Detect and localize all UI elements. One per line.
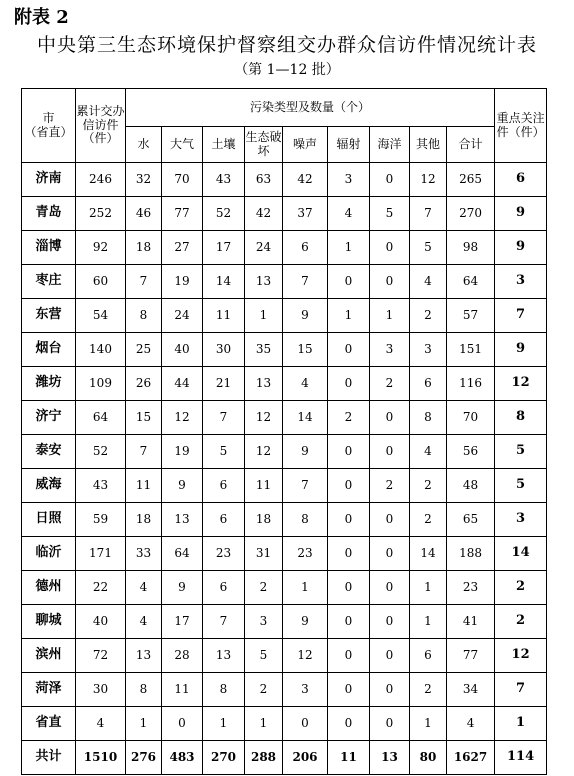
pollution-count-cell: 31 [245,537,283,571]
pollution-count-cell: 1627 [447,741,495,775]
header-type: 辐射 [328,127,370,163]
table-row [22,537,547,571]
pollution-count-cell: 65 [447,503,495,537]
total-cases-cell: 52 [76,435,126,469]
pollution-count-cell: 13 [370,741,410,775]
pollution-count-cell: 23 [447,571,495,605]
pollution-count-cell: 12 [410,163,447,197]
key-cases-cell: 2 [495,571,547,605]
header-type: 海洋 [370,127,410,163]
total-cases-cell: 252 [76,197,126,231]
pollution-count-cell: 7 [410,197,447,231]
key-cases-cell: 5 [495,469,547,503]
pollution-count-cell: 4 [410,265,447,299]
city-name: 临沂 [22,537,76,571]
pollution-count-cell: 25 [126,333,162,367]
header-type: 合计 [447,127,495,163]
key-cases-cell: 12 [495,367,547,401]
statistics-table [21,88,547,775]
pollution-count-cell: 1 [245,299,283,333]
pollution-count-cell: 0 [370,401,410,435]
key-cases-cell: 7 [495,673,547,707]
pollution-count-cell: 28 [162,639,203,673]
city-name: 淄博 [22,231,76,265]
key-cases-cell: 6 [495,163,547,197]
table-row [22,605,547,639]
page-title: 中央第三生态环境保护督察组交办群众信访件情况统计表 [36,34,537,56]
pollution-count-cell: 1 [283,571,328,605]
city-name: 德州 [22,571,76,605]
total-cases-cell: 43 [76,469,126,503]
pollution-count-cell: 11 [245,469,283,503]
pollution-count-cell: 64 [447,265,495,299]
pollution-count-cell: 33 [126,537,162,571]
key-cases-cell: 9 [495,231,547,265]
pollution-count-cell: 8 [410,401,447,435]
pollution-count-cell: 0 [328,605,370,639]
pollution-count-cell: 270 [447,197,495,231]
total-cases-cell: 40 [76,605,126,639]
pollution-count-cell: 2 [245,571,283,605]
pollution-count-cell: 1 [370,299,410,333]
pollution-count-cell: 32 [126,163,162,197]
city-name: 潍坊 [22,367,76,401]
key-cases-cell: 5 [495,435,547,469]
pollution-count-cell: 2 [370,367,410,401]
pollution-count-cell: 27 [162,231,203,265]
pollution-count-cell: 2 [410,469,447,503]
key-cases-cell: 9 [495,197,547,231]
pollution-count-cell: 2 [410,673,447,707]
pollution-count-cell: 1 [328,299,370,333]
pollution-count-cell: 18 [126,503,162,537]
pollution-count-cell: 5 [410,231,447,265]
pollution-count-cell: 5 [370,197,410,231]
pollution-count-cell: 44 [162,367,203,401]
pollution-count-cell: 2 [370,469,410,503]
pollution-count-cell: 0 [370,707,410,741]
pollution-count-cell: 9 [283,299,328,333]
pollution-count-cell: 18 [126,231,162,265]
table-row [22,571,547,605]
pollution-count-cell: 12 [162,401,203,435]
pollution-count-cell: 3 [410,333,447,367]
pollution-count-cell: 1 [126,707,162,741]
pollution-count-cell: 0 [370,605,410,639]
total-cases-cell: 54 [76,299,126,333]
pollution-count-cell: 46 [126,197,162,231]
pollution-count-cell: 80 [410,741,447,775]
pollution-count-cell: 77 [162,197,203,231]
pollution-count-cell: 0 [370,231,410,265]
key-cases-cell: 14 [495,537,547,571]
pollution-count-cell: 13 [162,503,203,537]
total-cases-cell: 59 [76,503,126,537]
header-pollution-group: 污染类型及数量（个） [126,89,495,127]
header-key-cases: 重点关注件（件） [495,89,547,163]
city-name: 东营 [22,299,76,333]
pollution-count-cell: 5 [203,435,245,469]
pollution-count-cell: 0 [328,707,370,741]
pollution-count-cell: 13 [245,367,283,401]
pollution-count-cell: 42 [245,197,283,231]
pollution-count-cell: 8 [203,673,245,707]
city-name: 共计 [22,741,76,775]
pollution-count-cell: 1 [410,571,447,605]
pollution-count-cell: 19 [162,265,203,299]
pollution-count-cell: 4 [283,367,328,401]
pollution-count-cell: 8 [283,503,328,537]
header-type: 水 [126,127,162,163]
pollution-count-cell: 0 [328,367,370,401]
pollution-count-cell: 2 [245,673,283,707]
total-cases-cell: 140 [76,333,126,367]
pollution-count-cell: 15 [126,401,162,435]
pollution-count-cell: 30 [203,333,245,367]
pollution-count-cell: 11 [328,741,370,775]
pollution-count-cell: 276 [126,741,162,775]
pollution-count-cell: 0 [328,333,370,367]
city-name: 省直 [22,707,76,741]
pollution-count-cell: 15 [283,333,328,367]
key-cases-cell: 8 [495,401,547,435]
pollution-count-cell: 6 [283,231,328,265]
pollution-count-cell: 151 [447,333,495,367]
table-row [22,503,547,537]
pollution-count-cell: 7 [126,435,162,469]
header-type: 大气 [162,127,203,163]
header-type: 土壤 [203,127,245,163]
pollution-count-cell: 7 [283,469,328,503]
table-row [22,367,547,401]
city-name: 枣庄 [22,265,76,299]
pollution-count-cell: 64 [162,537,203,571]
table-row [22,673,547,707]
pollution-count-cell: 3 [370,333,410,367]
pollution-count-cell: 1 [410,605,447,639]
pollution-count-cell: 4 [328,197,370,231]
pollution-count-cell: 8 [126,299,162,333]
pollution-count-cell: 63 [245,163,283,197]
pollution-count-cell: 1 [245,707,283,741]
table-row [22,707,547,741]
pollution-count-cell: 0 [370,571,410,605]
pollution-count-cell: 12 [245,401,283,435]
pollution-count-cell: 18 [245,503,283,537]
pollution-count-cell: 5 [245,639,283,673]
pollution-count-cell: 2 [328,401,370,435]
key-cases-cell: 114 [495,741,547,775]
pollution-count-cell: 56 [447,435,495,469]
pollution-count-cell: 17 [162,605,203,639]
city-name: 聊城 [22,605,76,639]
pollution-count-cell: 9 [283,435,328,469]
header-type: 噪声 [283,127,328,163]
pollution-count-cell: 0 [328,673,370,707]
table-row [22,197,547,231]
header-city: 市 （省直） [22,89,76,163]
total-cases-cell: 92 [76,231,126,265]
total-cases-cell: 109 [76,367,126,401]
pollution-count-cell: 40 [162,333,203,367]
pollution-count-cell: 0 [283,707,328,741]
pollution-count-cell: 7 [203,401,245,435]
page-subtitle: （第 1—12 批） [234,62,340,78]
city-name: 青岛 [22,197,76,231]
pollution-count-cell: 206 [283,741,328,775]
pollution-count-cell: 37 [283,197,328,231]
total-cases-cell: 60 [76,265,126,299]
total-cases-cell: 72 [76,639,126,673]
key-cases-cell: 9 [495,333,547,367]
pollution-count-cell: 270 [203,741,245,775]
city-name: 日照 [22,503,76,537]
pollution-count-cell: 0 [328,537,370,571]
pollution-count-cell: 98 [447,231,495,265]
city-name: 滨州 [22,639,76,673]
pollution-count-cell: 52 [203,197,245,231]
pollution-count-cell: 4 [447,707,495,741]
header-total-cases: 累计交办信访件（件） [76,89,126,163]
key-cases-cell: 2 [495,605,547,639]
pollution-count-cell: 6 [410,367,447,401]
pollution-count-cell: 12 [283,639,328,673]
key-cases-cell: 3 [495,265,547,299]
pollution-count-cell: 42 [283,163,328,197]
pollution-count-cell: 11 [126,469,162,503]
pollution-count-cell: 2 [410,299,447,333]
pollution-count-cell: 14 [410,537,447,571]
pollution-count-cell: 4 [410,435,447,469]
table-row [22,435,547,469]
key-cases-cell: 1 [495,707,547,741]
pollution-count-cell: 11 [203,299,245,333]
city-name: 泰安 [22,435,76,469]
pollution-count-cell: 9 [162,469,203,503]
pollution-count-cell: 1 [203,707,245,741]
appendix-label: 附表 2 [14,7,69,28]
pollution-count-cell: 0 [328,639,370,673]
total-cases-cell: 171 [76,537,126,571]
pollution-count-cell: 3 [245,605,283,639]
pollution-count-cell: 24 [162,299,203,333]
total-cases-cell: 1510 [76,741,126,775]
pollution-count-cell: 13 [126,639,162,673]
header-type: 生态破坏 [245,127,283,163]
pollution-count-cell: 21 [203,367,245,401]
city-name: 济宁 [22,401,76,435]
total-cases-cell: 22 [76,571,126,605]
pollution-count-cell: 8 [126,673,162,707]
key-cases-cell: 3 [495,503,547,537]
pollution-count-cell: 43 [203,163,245,197]
table-row [22,639,547,673]
city-name: 菏泽 [22,673,76,707]
pollution-count-cell: 7 [283,265,328,299]
pollution-count-cell: 2 [410,503,447,537]
pollution-count-cell: 4 [126,571,162,605]
pollution-count-cell: 0 [370,639,410,673]
pollution-count-cell: 0 [370,537,410,571]
table-row [22,401,547,435]
city-name: 济南 [22,163,76,197]
pollution-count-cell: 23 [203,537,245,571]
pollution-count-cell: 9 [162,571,203,605]
pollution-count-cell: 0 [328,571,370,605]
pollution-count-cell: 14 [203,265,245,299]
pollution-count-cell: 6 [203,571,245,605]
total-cases-cell: 30 [76,673,126,707]
pollution-count-cell: 0 [328,503,370,537]
pollution-count-cell: 0 [328,469,370,503]
city-name: 威海 [22,469,76,503]
table-row [22,265,547,299]
pollution-count-cell: 288 [245,741,283,775]
pollution-count-cell: 77 [447,639,495,673]
pollution-count-cell: 4 [126,605,162,639]
pollution-count-cell: 41 [447,605,495,639]
total-cases-cell: 246 [76,163,126,197]
pollution-count-cell: 116 [447,367,495,401]
total-cases-cell: 4 [76,707,126,741]
pollution-count-cell: 6 [203,469,245,503]
pollution-count-cell: 13 [245,265,283,299]
pollution-count-cell: 34 [447,673,495,707]
pollution-count-cell: 0 [370,163,410,197]
pollution-count-cell: 7 [126,265,162,299]
key-cases-cell: 12 [495,639,547,673]
pollution-count-cell: 9 [283,605,328,639]
city-name: 烟台 [22,333,76,367]
pollution-count-cell: 1 [410,707,447,741]
pollution-count-cell: 0 [370,435,410,469]
pollution-count-cell: 1 [328,231,370,265]
pollution-count-cell: 70 [447,401,495,435]
pollution-count-cell: 7 [203,605,245,639]
pollution-count-cell: 11 [162,673,203,707]
pollution-count-cell: 13 [203,639,245,673]
pollution-count-cell: 0 [370,673,410,707]
total-cases-cell: 64 [76,401,126,435]
pollution-count-cell: 265 [447,163,495,197]
pollution-count-cell: 17 [203,231,245,265]
table-row [22,231,547,265]
pollution-count-cell: 24 [245,231,283,265]
pollution-count-cell: 57 [447,299,495,333]
table-row [22,163,547,197]
pollution-count-cell: 0 [328,435,370,469]
pollution-count-cell: 23 [283,537,328,571]
pollution-count-cell: 6 [203,503,245,537]
pollution-count-cell: 0 [162,707,203,741]
pollution-count-cell: 12 [245,435,283,469]
table-row [22,333,547,367]
header-type: 其他 [410,127,447,163]
pollution-count-cell: 19 [162,435,203,469]
pollution-count-cell: 0 [370,503,410,537]
pollution-count-cell: 3 [328,163,370,197]
table-row [22,469,547,503]
key-cases-cell: 7 [495,299,547,333]
pollution-count-cell: 483 [162,741,203,775]
pollution-count-cell: 188 [447,537,495,571]
pollution-count-cell: 6 [410,639,447,673]
pollution-count-cell: 0 [328,265,370,299]
pollution-count-cell: 14 [283,401,328,435]
pollution-count-cell: 3 [283,673,328,707]
pollution-count-cell: 0 [370,265,410,299]
pollution-count-cell: 26 [126,367,162,401]
table-row [22,299,547,333]
pollution-count-cell: 35 [245,333,283,367]
pollution-count-cell: 70 [162,163,203,197]
pollution-count-cell: 48 [447,469,495,503]
totals-row [22,741,547,775]
